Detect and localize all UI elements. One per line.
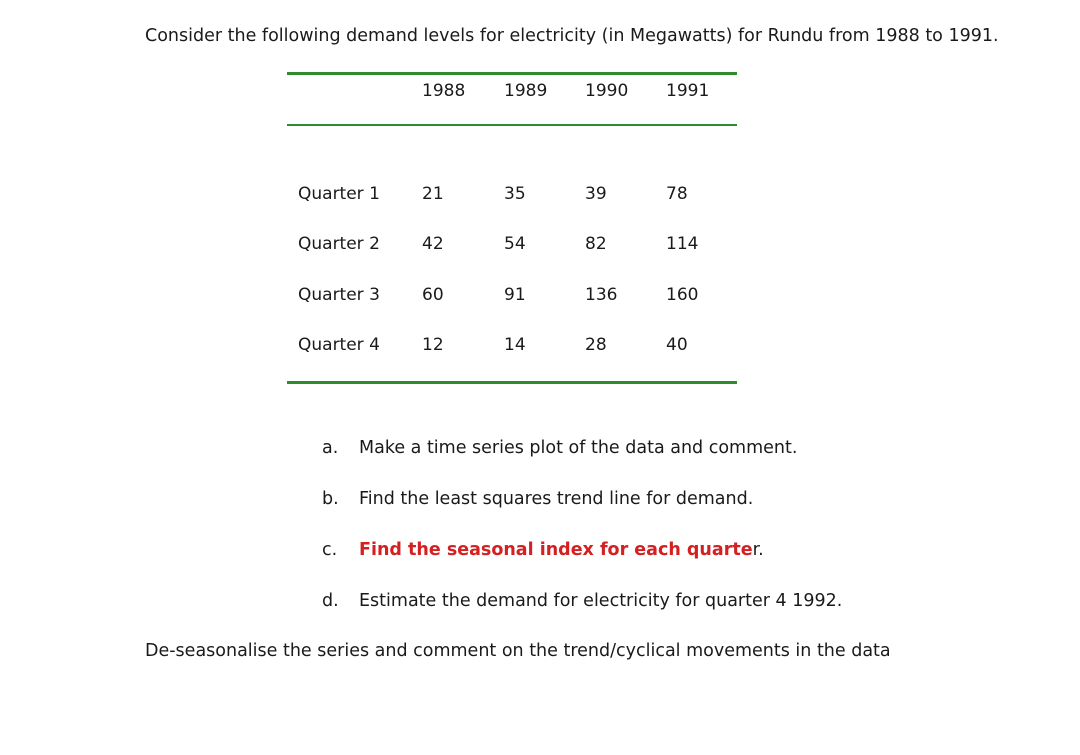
row-label: Quarter 4 <box>298 335 380 355</box>
table-cell: 54 <box>504 234 526 254</box>
year-header-1990: 1990 <box>585 81 629 101</box>
table-cell: 35 <box>504 184 526 204</box>
outro-text: De-seasonalise the series and comment on the trend/cyclical movements in the data <box>145 641 891 661</box>
question-text-rest: r. <box>752 540 764 560</box>
question-text: Find the least squares trend line for demand. <box>359 489 754 509</box>
question-text-highlight: Find the seasonal index for each quarte <box>359 540 753 560</box>
intro-text: Consider the following demand levels for electricity (in Megawatts) for Rundu from 1988 to 1991. <box>145 26 999 46</box>
row-label: Quarter 2 <box>298 234 380 254</box>
year-header-1991: 1991 <box>666 81 710 101</box>
row-label: Quarter 1 <box>298 184 380 204</box>
table-cell: 78 <box>666 184 688 204</box>
question-c <box>322 540 764 560</box>
table-cell: 40 <box>666 335 688 355</box>
row-label: Quarter 3 <box>298 285 380 305</box>
table-cell: 60 <box>422 285 444 305</box>
question-a <box>322 438 797 458</box>
question-b <box>322 489 753 509</box>
table-cell: 42 <box>422 234 444 254</box>
question-marker: d. <box>322 591 339 611</box>
table-cell: 39 <box>585 184 607 204</box>
question-d <box>322 591 842 611</box>
question-text: Make a time series plot of the data and comment. <box>359 438 798 458</box>
table-top-rule <box>287 72 737 75</box>
question-marker: b. <box>322 489 339 509</box>
table-cell: 91 <box>504 285 526 305</box>
table-cell: 136 <box>585 285 618 305</box>
table-cell: 114 <box>666 234 699 254</box>
table-cell: 82 <box>585 234 607 254</box>
question-marker: a. <box>322 438 339 458</box>
table-cell: 28 <box>585 335 607 355</box>
table-cell: 160 <box>666 285 699 305</box>
question-marker: c. <box>322 540 338 560</box>
table-cell: 12 <box>422 335 444 355</box>
table-cell: 21 <box>422 184 444 204</box>
table-header-rule <box>287 124 737 126</box>
table-cell: 14 <box>504 335 526 355</box>
year-header-1988: 1988 <box>422 81 466 101</box>
table-bottom-rule <box>287 381 737 384</box>
year-header-1989: 1989 <box>504 81 548 101</box>
question-text: Estimate the demand for electricity for quarter 4 1992. <box>359 591 843 611</box>
